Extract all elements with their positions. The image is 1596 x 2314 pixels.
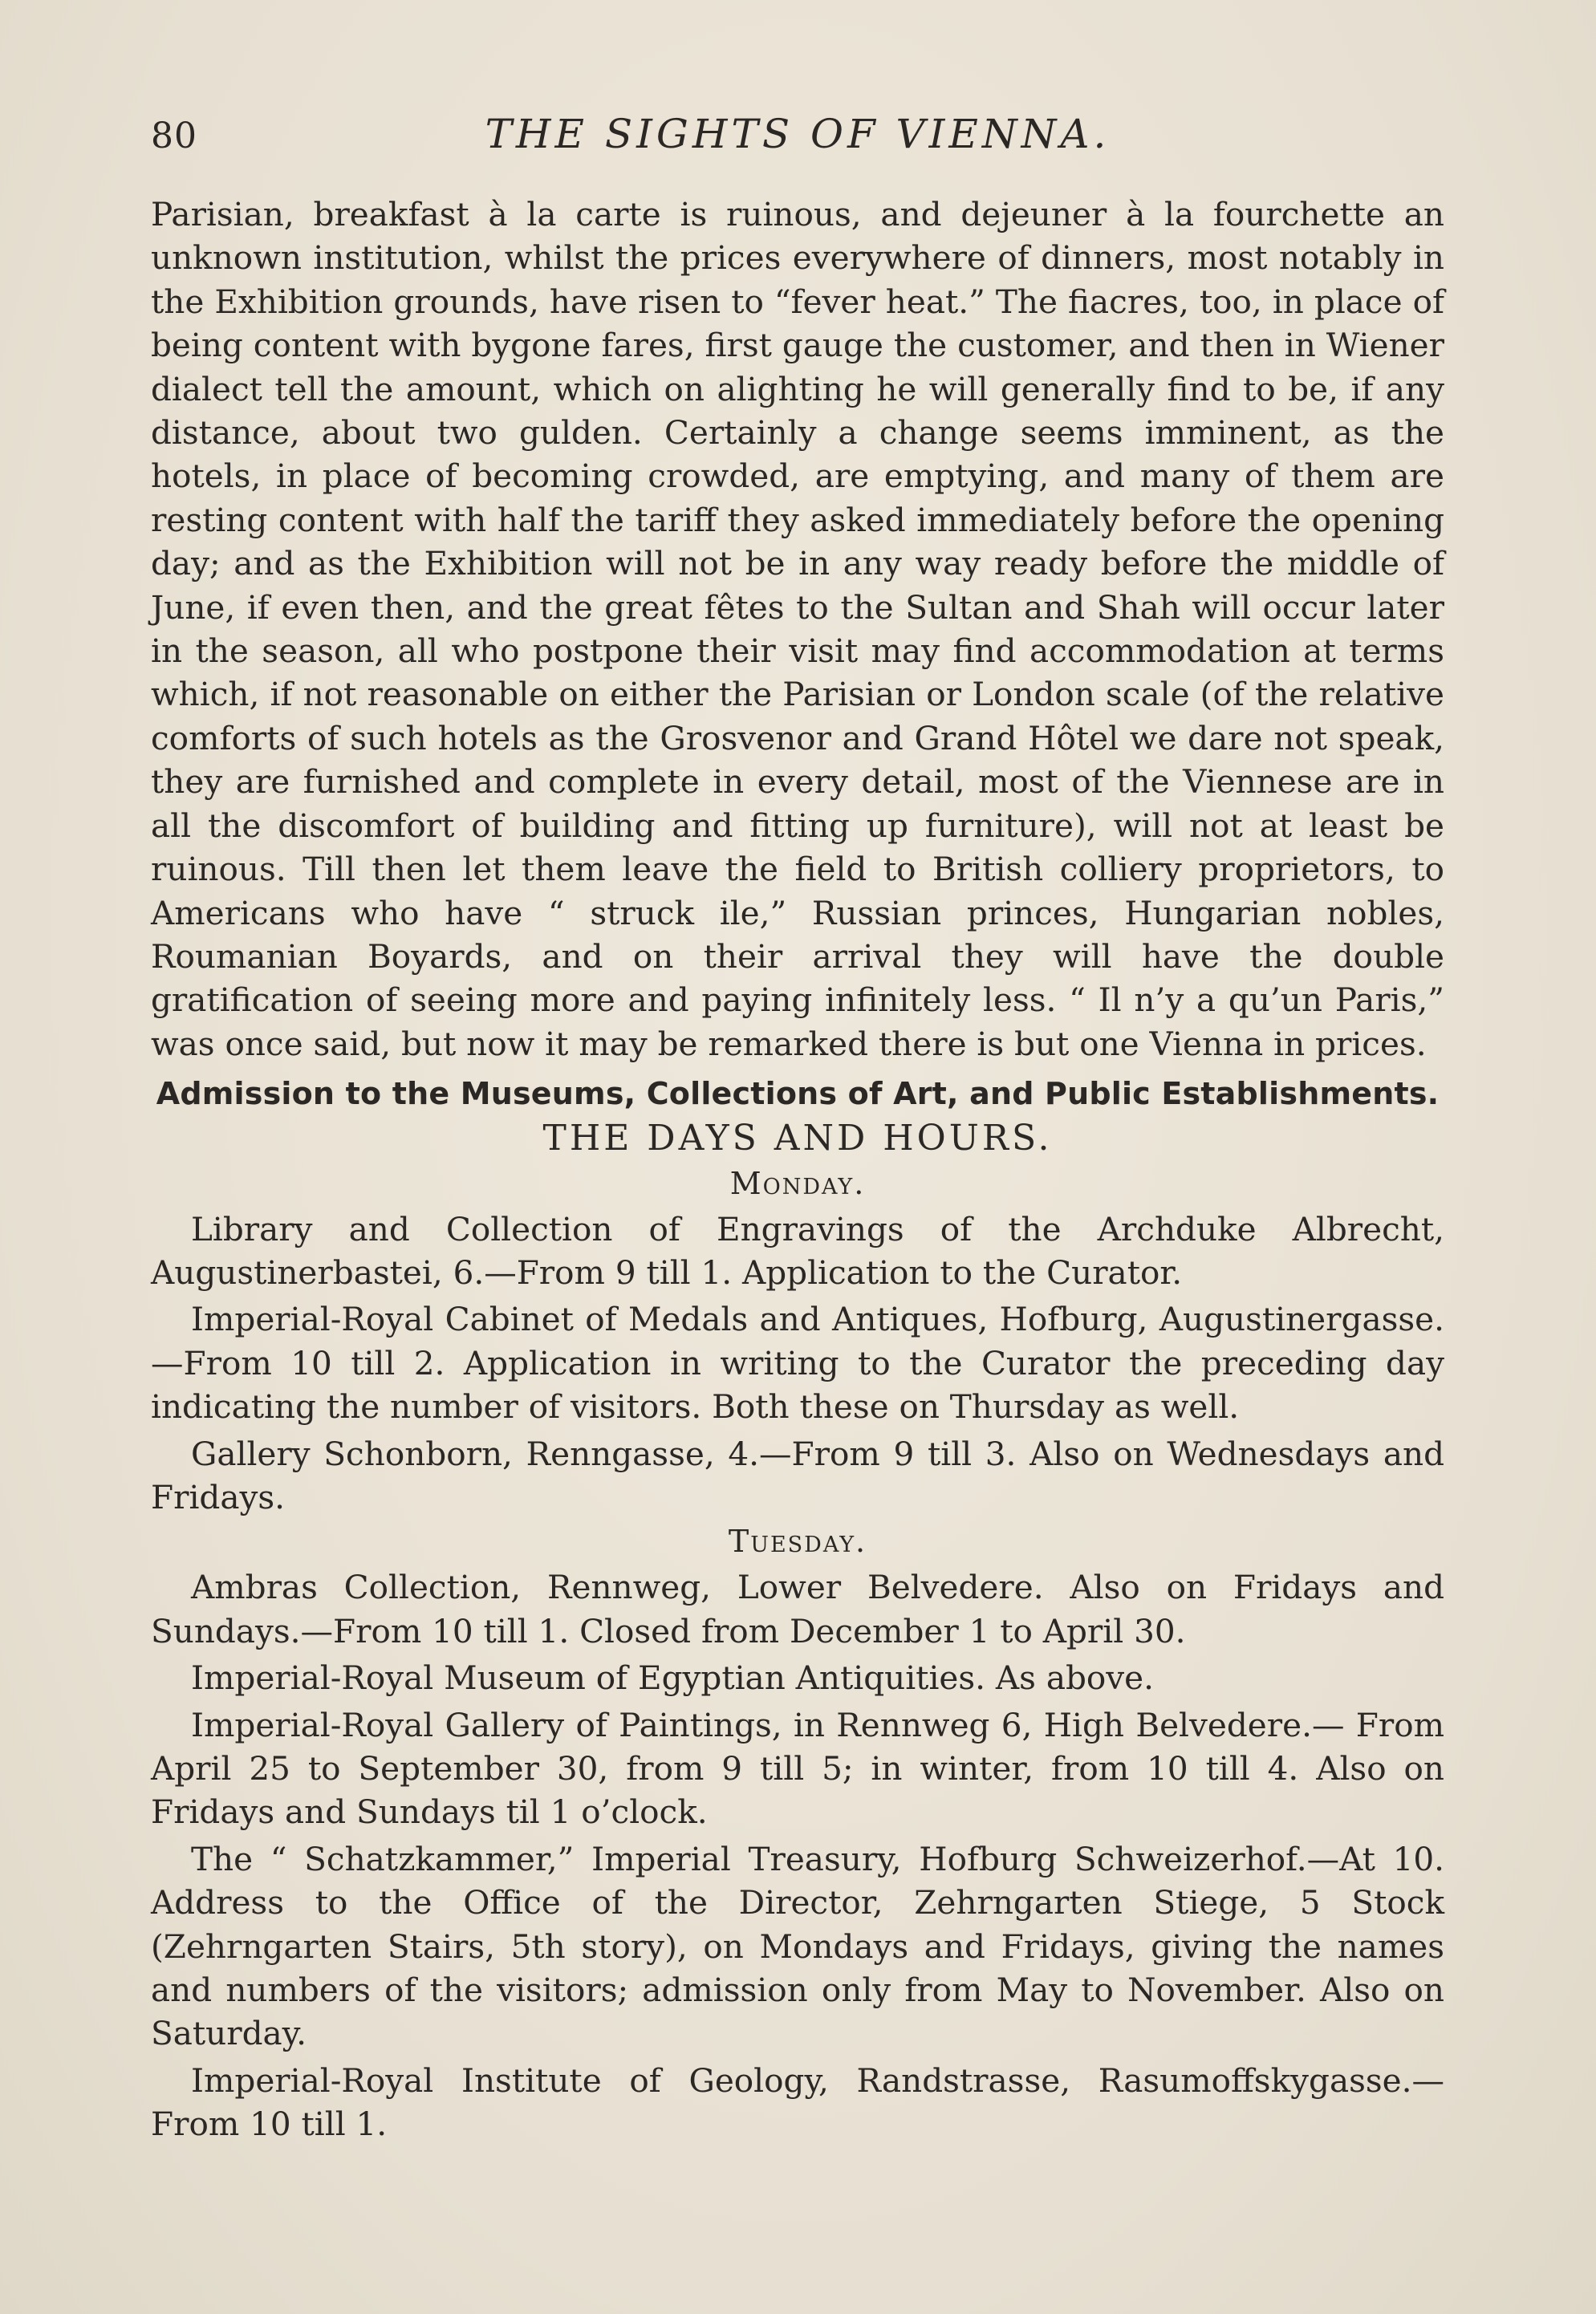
days-hours-heading: THE DAYS AND HOURS. — [542, 1117, 1053, 1159]
list-item: The “ Schatzkammer,” Imperial Treasury, Hofburg Schweizerhof.—At 10. Address to the Office of the Director, Zehrngarten Stiege, 5 Stock (Zehrngarten Stairs, 5th story), on Mondays and Fridays, giving the names and numbers of the visitors; admission only from May to November. Also on Saturday. — [151, 1839, 1444, 2053]
monday-heading: Monday. — [729, 1165, 866, 1201]
tuesday-heading: Tuesday. — [728, 1524, 867, 1560]
body-text — [151, 193, 1444, 2146]
running-head — [151, 111, 1444, 167]
list-item: Imperial-Royal Gallery of Paintings, in Rennweg 6, High Belvedere.— From April 25 to September 30, from 9 till 5; in winter, from 10 till 4. Also on Fridays and Sundays til 1 o’clock. — [151, 1705, 1444, 1832]
list-item: Imperial-Royal Institute of Geology, Randstrasse, Rasumoffskygasse.— From 10 till 1. — [151, 2060, 1444, 2144]
list-item: Ambras Collection, Rennweg, Lower Belvedere. Also on Fridays and Sundays.—From 10 till 1. Closed from December 1 to April 30. — [151, 1568, 1444, 1650]
list-item: Gallery Schonborn, Renngasse, 4.—From 9 till 3. Also on Wednesdays and Fridays. — [151, 1434, 1444, 1516]
list-item: Imperial-Royal Cabinet of Medals and Antiques, Hofburg, Augustinergasse. —From 10 till 2. Application in writing to the Curator the preceding day indicating the number of visitors. Both these on Thursday as well. — [151, 1300, 1444, 1427]
section-heading: Admission to the Museums, Collections of Art, and Public Establishments. — [156, 1076, 1440, 1112]
intro-paragraph: Parisian, breakfast à la carte is ruinous, and dejeuner à la fourchette an unknown institution, whilst the prices everywhere of dinners, most notably in the Exhibition grounds, have risen to “fever heat.” The fiacres, too, in place of being content with bygone fares, first gauge the customer, and then in Wiener dialect tell the amount, which on alighting he will generally find to be, if any distance, about two gulden. Certainly a change seems imminent, as the hotels, in place of becoming crowded, are emptying, and many of them are resting content with half the tariff they asked immediately before the opening day; and as the Exhibition will not be in any way ready before the middle of June, if even then, and the great fêtes to the Sultan and Shah will occur later in the season, all who postpone their visit may find accommodation at terms which, if not reasonable on either the Parisian or London scale (of the relative comforts of such hotels as the Grosvenor and Grand Hôtel we dare not speak, they are furnished and complete in every detail, most of the Viennese are in all the discomfort of building and fitting up furniture), will not at least be ruinous. Till then let them leave the field to British colliery proprietors, to Americans who have “ struck ile,” Russian princes, Hungarian nobles, Roumanian Boyards, and on their arrival they will have the double gratification of seeing more and paying infinitely less. “ Il n’y a qu’un Paris,” was once said, but now it may be remarked there is but one Vienna in prices. — [151, 195, 1444, 1063]
list-item: Imperial-Royal Museum of Egyptian Antiquities. As above. — [191, 1658, 1154, 1698]
running-title: THE SIGHTS OF VIENNA. — [485, 111, 1111, 157]
list-item: Library and Collection of Engravings of the Archduke Albrecht, Augustinerbastei, 6.—From 9 till 1. Application to the Curator. — [151, 1209, 1444, 1292]
page-number: 80 — [151, 116, 197, 156]
